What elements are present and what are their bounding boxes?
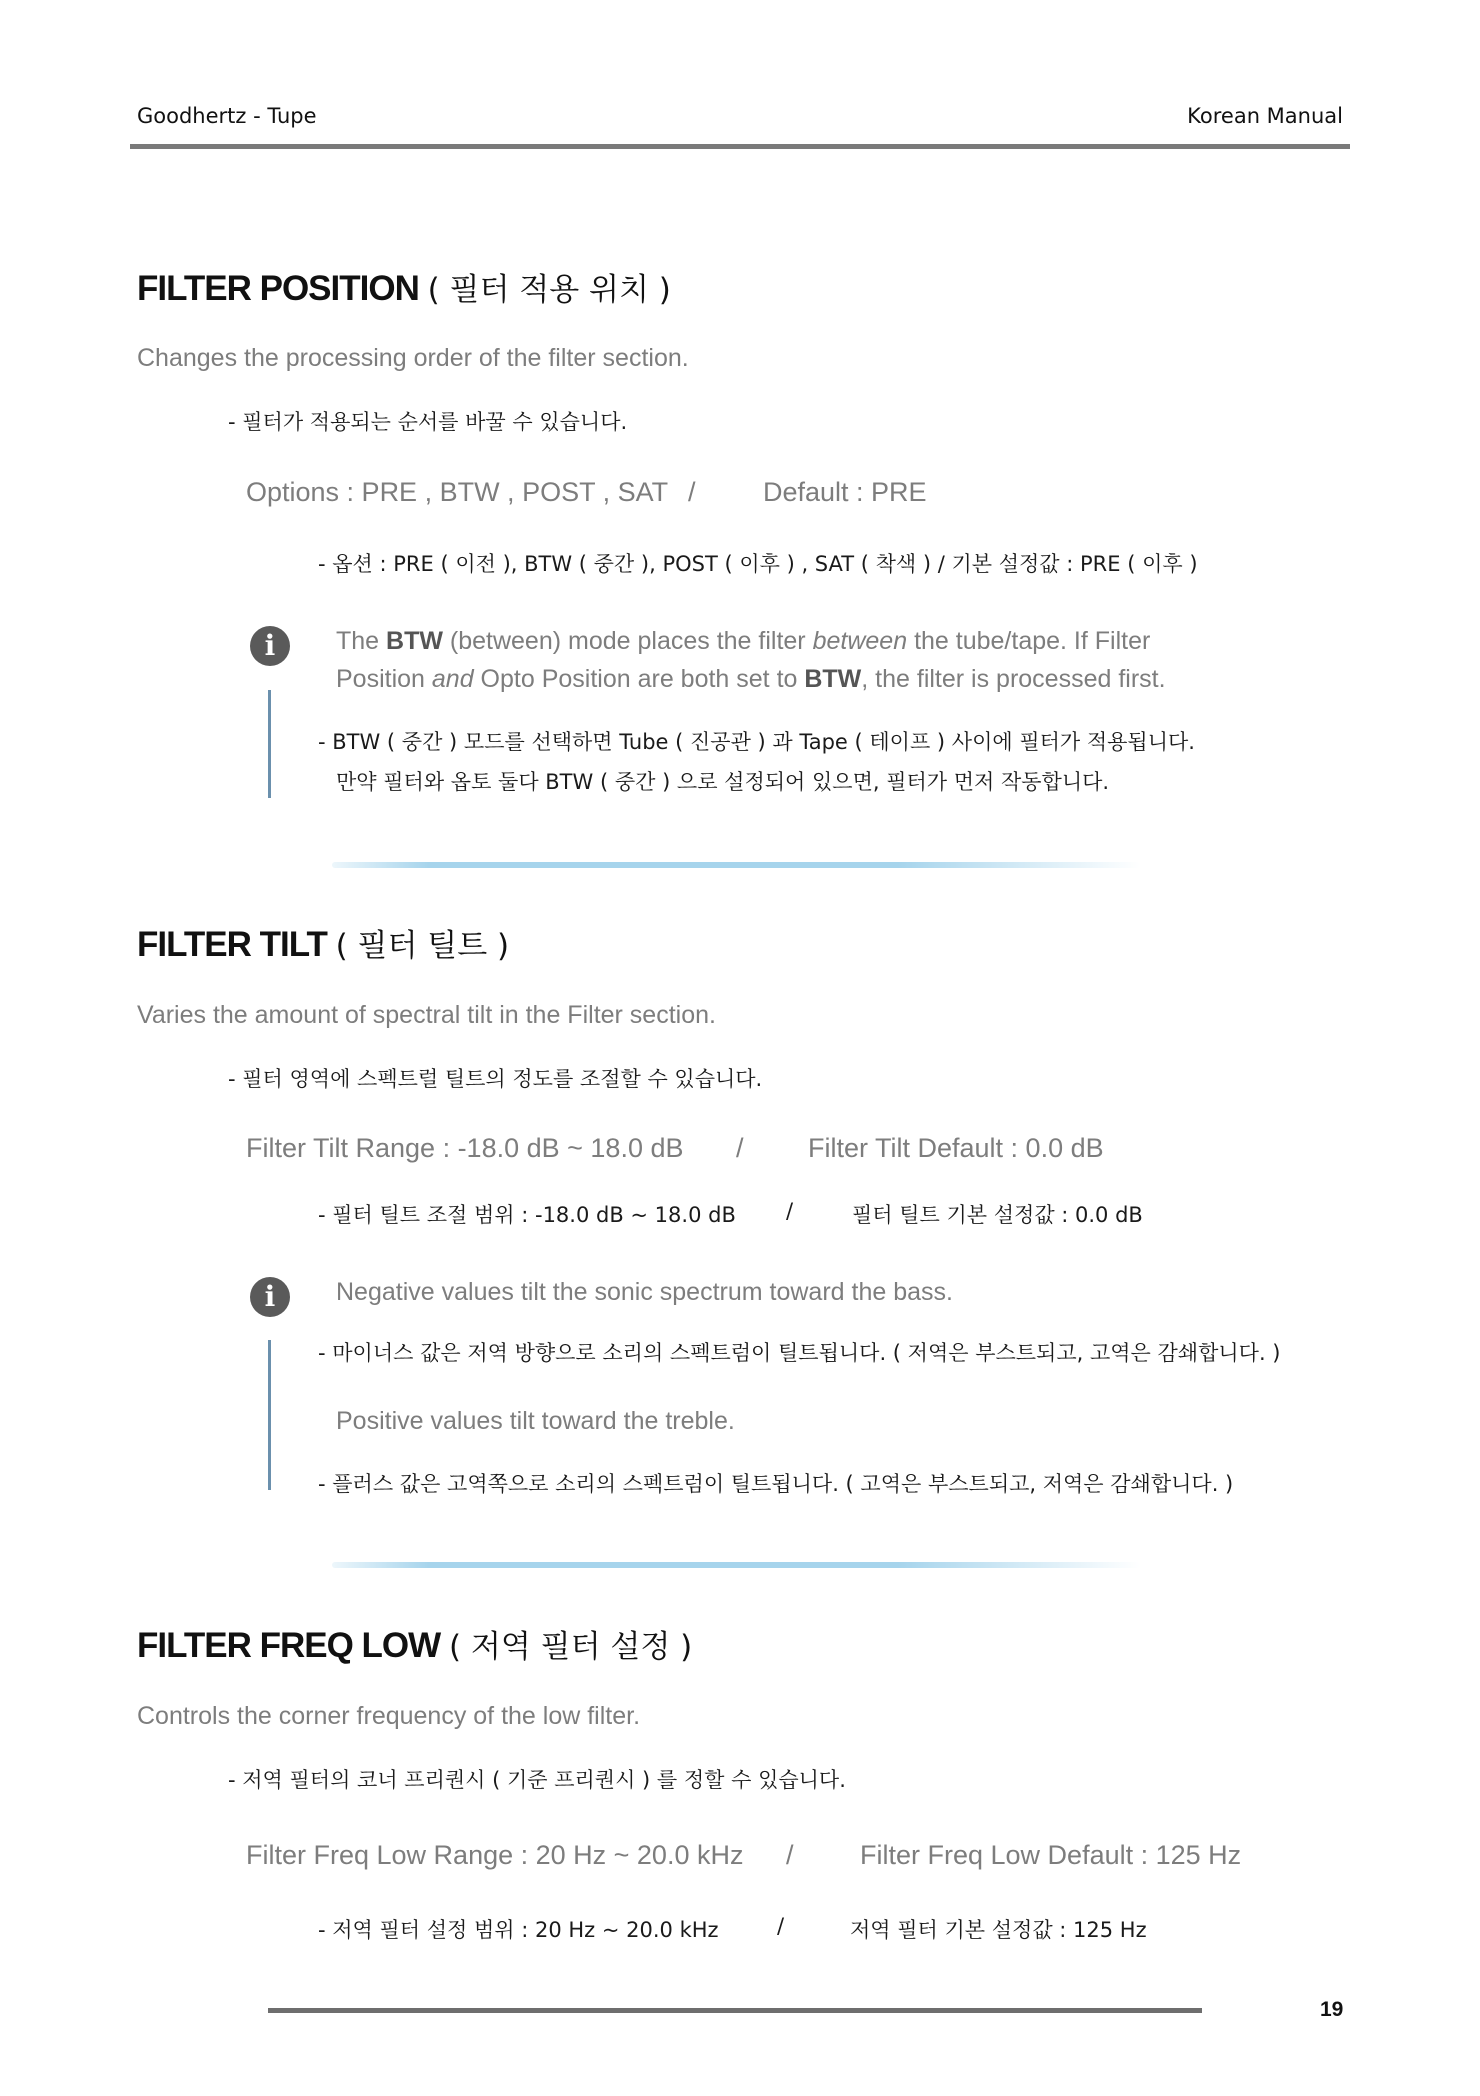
default-kr: 저역 필터 기본 설정값 : 125 Hz — [850, 1918, 1147, 1942]
range-text: Filter Freq Low Range : 20 Hz ~ 20.0 kHz — [246, 1840, 744, 1870]
info-bar — [268, 1340, 271, 1490]
range-text: Filter Tilt Range : -18.0 dB ~ 18.0 dB — [246, 1133, 684, 1163]
info-kr-line2: 만약 필터와 옵토 둘다 BTW ( 중간 ) 으로 설정되어 있으면, 필터가 먼저 작동합니다. — [336, 770, 1110, 794]
options-separator: / — [688, 477, 696, 507]
section-title-kr: ( 필터 적용 위치 ) — [427, 272, 671, 308]
section-divider — [332, 862, 1140, 868]
header-rule — [130, 144, 1350, 149]
default-text: Filter Freq Low Default : 125 Hz — [860, 1840, 1242, 1870]
info-negative-en: Negative values tilt the sonic spectrum toward the bass. — [336, 1278, 953, 1306]
section-title-kr: ( 저역 필터 설정 ) — [448, 1629, 693, 1665]
default-text: Default : PRE — [763, 477, 927, 507]
section-title-filter-position — [137, 264, 671, 309]
section-description: Varies the amount of spectral tilt in the Filter section. — [137, 1001, 716, 1029]
section-description-kr: - 필터 영역에 스펙트럴 틸트의 정도를 조절할 수 있습니다. — [228, 1067, 763, 1091]
options-text: Options : PRE , BTW , POST , SAT — [246, 477, 669, 507]
options-kr: - 옵션 : PRE ( 이전 ), BTW ( 중간 ), POST ( 이후 ) , SAT ( 착색 ) / 기본 설정값 : PRE ( 이후 ) — [318, 552, 1198, 576]
info-text-line2: Position and Opto Position are both set to BTW, the filter is processed first. — [336, 665, 1166, 693]
options-separator: / — [736, 1133, 744, 1163]
info-positive-kr: - 플러스 값은 고역쪽으로 소리의 스펙트럼이 틸트됩니다. ( 고역은 부스트되고, 저역은 감쇄합니다. ) — [318, 1472, 1234, 1496]
section-description-kr: - 저역 필터의 코너 프리퀀시 ( 기준 프리퀀시 ) 를 정할 수 있습니다. — [228, 1768, 846, 1792]
header-doc-title: Goodhertz - Tupe — [137, 104, 317, 128]
section-title-filter-tilt — [137, 920, 509, 965]
section-title-kr: ( 필터 틸트 ) — [335, 928, 510, 964]
page-number: 19 — [1320, 1998, 1344, 2021]
section-description: Changes the processing order of the filter section. — [137, 344, 689, 372]
default-text: Filter Tilt Default : 0.0 dB — [808, 1133, 1104, 1163]
range-kr: - 저역 필터 설정 범위 : 20 Hz ~ 20.0 kHz — [318, 1918, 719, 1942]
section-title-filter-freq-low — [137, 1621, 692, 1666]
range-kr-separator: / — [786, 1199, 794, 1223]
header-manual-label: Korean Manual — [1187, 104, 1343, 128]
info-text-line1: The BTW (between) mode places the filter between the tube/tape. If Filter — [336, 627, 1151, 655]
section-divider — [332, 1562, 1140, 1568]
section-description: Controls the corner frequency of the low filter. — [137, 1702, 641, 1730]
options-separator: / — [786, 1840, 794, 1870]
range-kr-separator: / — [777, 1914, 785, 1938]
info-icon: i — [250, 626, 290, 666]
footer-rule — [268, 2008, 1202, 2013]
info-icon: i — [250, 1277, 290, 1317]
default-kr: 필터 틸트 기본 설정값 : 0.0 dB — [852, 1203, 1143, 1227]
section-description-kr: - 필터가 적용되는 순서를 바꿀 수 있습니다. — [228, 410, 628, 434]
info-negative-kr: - 마이너스 값은 저역 방향으로 소리의 스펙트럼이 틸트됩니다. ( 저역은 부스트되고, 고역은 감쇄합니다. ) — [318, 1341, 1281, 1365]
info-kr-line1: - BTW ( 중간 ) 모드를 선택하면 Tube ( 진공관 ) 과 Tape ( 테이프 ) 사이에 필터가 적용됩니다. — [318, 730, 1195, 754]
section-title-en: FILTER TILT — [137, 925, 327, 964]
section-title-en: FILTER POSITION — [137, 269, 419, 308]
info-positive-en: Positive values tilt toward the treble. — [336, 1407, 735, 1435]
info-bar — [268, 690, 271, 798]
section-title-en: FILTER FREQ LOW — [137, 1626, 441, 1665]
range-kr: - 필터 틸트 조절 범위 : -18.0 dB ~ 18.0 dB — [318, 1203, 736, 1227]
